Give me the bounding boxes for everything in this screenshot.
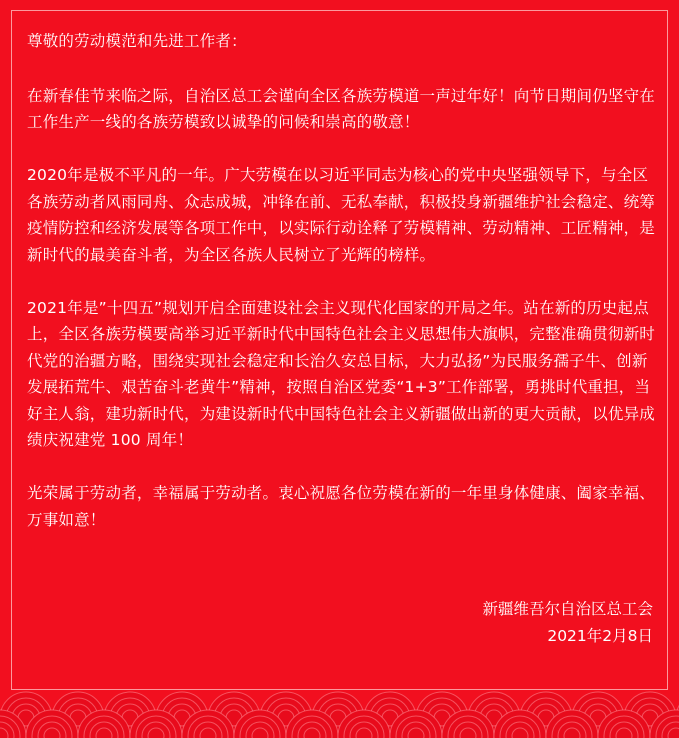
signature-date: 2021年2月8日 <box>547 626 653 645</box>
letter-greeting: 尊敬的劳动模范和先进工作者： <box>27 32 247 50</box>
letter-body <box>27 28 657 560</box>
decorative-fan-pattern <box>0 688 679 738</box>
fan-pattern-graphic <box>0 688 679 738</box>
paragraph-2021-outlook: 2021年是”十四五”规划开启全面建设社会主义现代化国家的开局之年。站在新的历史起点上，全区各族劳模要高举习近平新时代中国特色社会主义思想伟大旗帜，完整准确贯彻新时代党的治疆方略，围绕实现社会稳定和长治久安总目标，大力弘扬”为民服务孺子牛、创新发展拓荒牛、艰苦奋斗老黄牛”精神，按照自治区党委“1+3”工作部署，勇挑时代重担，当好主人翁，建功新时代，为建设新时代中国特色社会主义新疆做出新的更大贡献，以优异成绩庆祝建党 100 周年！ <box>27 298 656 449</box>
paragraph-new-year-wishes: 在新春佳节来临之际，自治区总工会谨向全区各族劳模道一声过年好！向节日期间仍坚守在工作生产一线的各族劳模致以诚挚的问候和崇高的敬意！ <box>27 86 656 131</box>
signature-organization: 新疆维吾尔自治区总工会 <box>482 600 653 618</box>
paragraph-closing-blessing: 光荣属于劳动者，幸福属于劳动者。衷心祝愿各位劳模在新的一年里身体健康、阖家幸福、万事如意！ <box>27 484 656 529</box>
paragraph-2020-review: 2020年是极不平凡的一年。广大劳模在以习近平同志为核心的党中央坚强领导下，与全区各族劳动者风雨同舟、众志成城，冲锋在前、无私奉献，积极投身新疆维护社会稳定、统筹疫情防控和经济发展等各项工作中，以实际行动诠释了劳模精神、劳动精神、工匠精神，是新时代的最美奋斗者，为全区各族人民树立了光辉的榜样。 <box>27 166 656 264</box>
letter-signature-block <box>482 596 653 649</box>
